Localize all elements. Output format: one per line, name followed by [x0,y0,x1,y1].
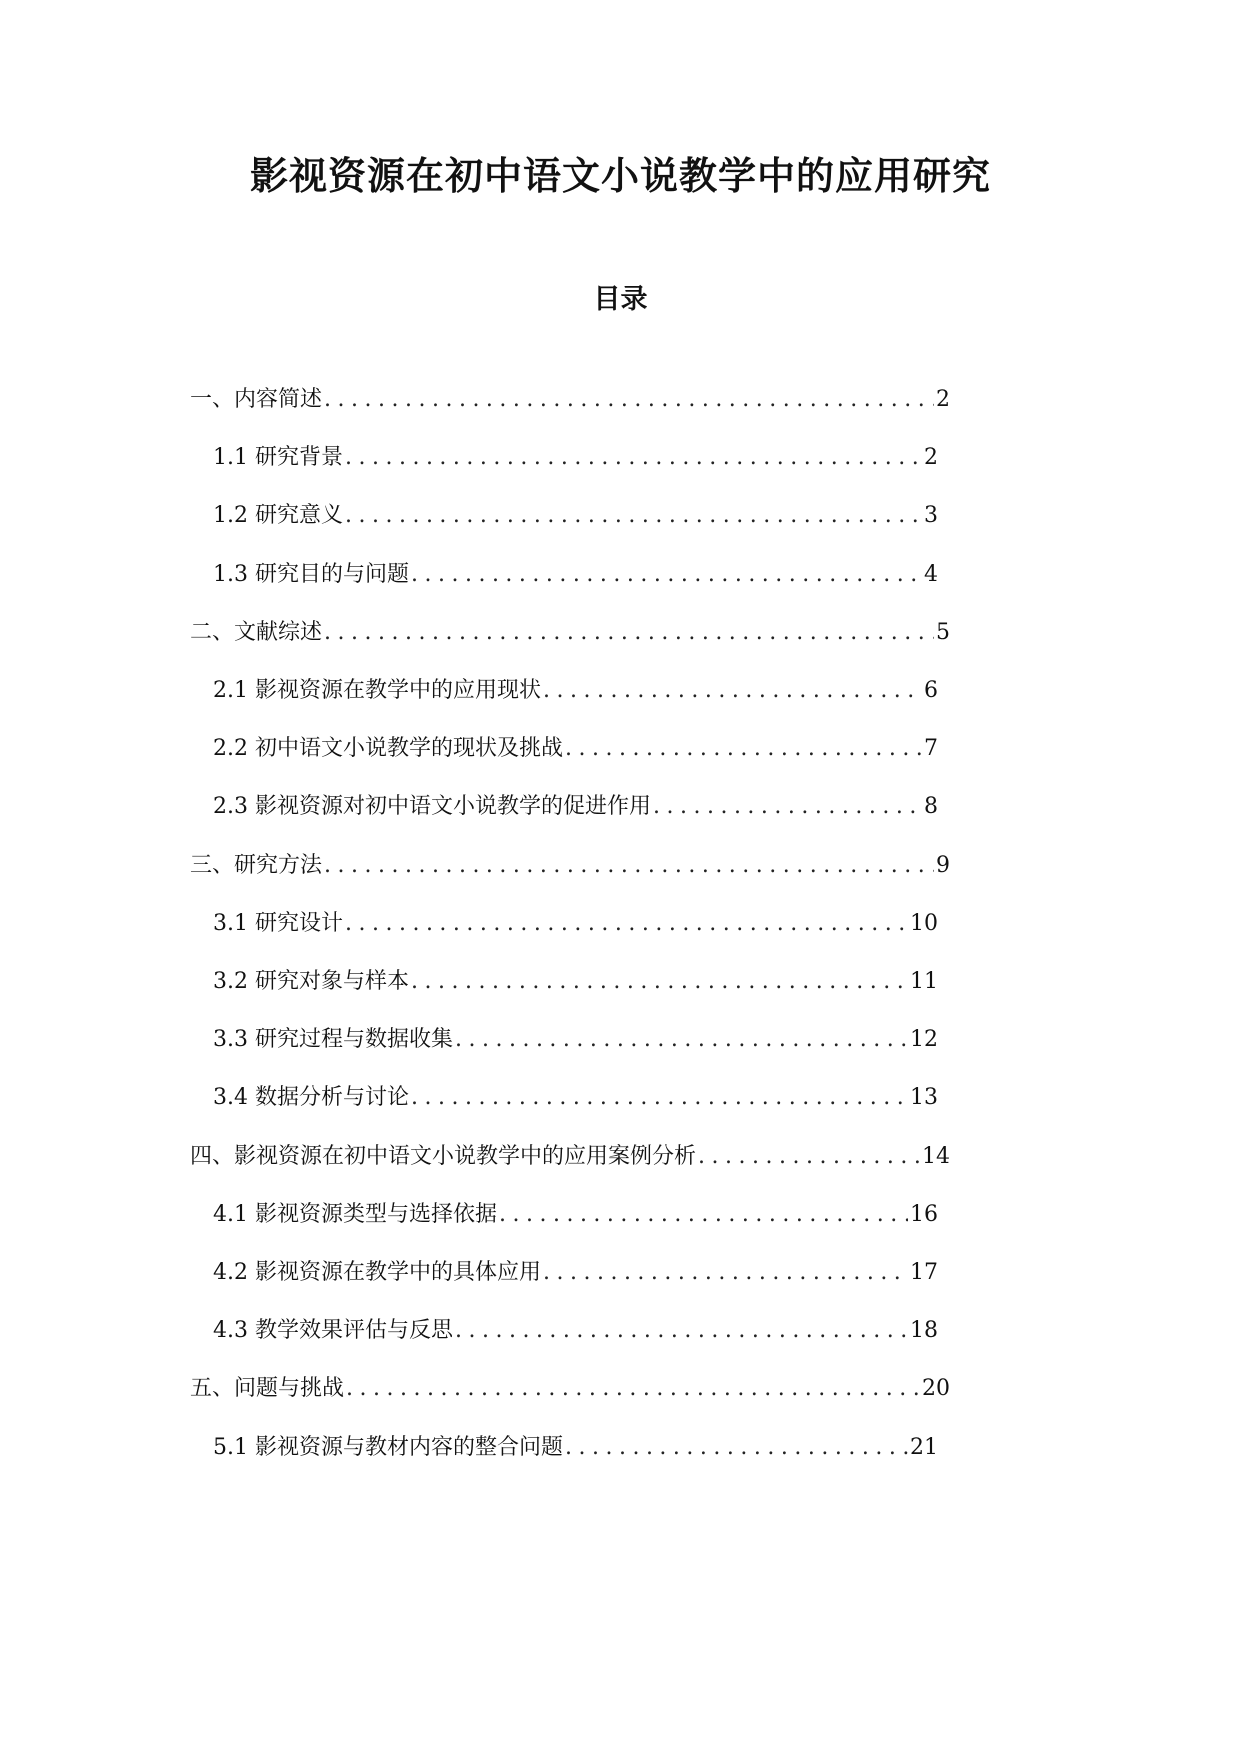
toc-entry-label: 五、问题与挑战 [190,1376,345,1401]
toc-entry-label: 2.3 影视资源对初中语文小说教学的促进作用 [213,794,651,819]
toc-entry-page-number: 13 [910,1085,938,1110]
toc-entry[interactable] [190,383,950,417]
toc-dot-leader [455,1314,908,1348]
toc-dot-leader [565,732,922,766]
toc-entry[interactable] [213,1256,938,1290]
toc-entry-page-number: 20 [922,1376,950,1401]
toc-entry-page-number: 14 [922,1144,950,1169]
toc-entry[interactable] [213,558,938,592]
toc-dot-leader [345,907,908,941]
toc-entry-page-number: 2 [924,445,938,470]
toc-entry-label: 3.2 研究对象与样本 [213,969,409,994]
toc-entry-label: 3.4 数据分析与讨论 [213,1085,409,1110]
toc-dot-leader [698,1140,920,1174]
toc-entry-page-number: 9 [936,853,950,878]
toc-dot-leader [455,1023,908,1057]
toc-entry[interactable] [213,790,938,824]
toc-entry-label: 3.3 研究过程与数据收集 [213,1027,453,1052]
toc-dot-leader [411,558,922,592]
toc-entry-page-number: 17 [910,1260,938,1285]
toc-entry-label: 一、内容简述 [190,387,323,412]
toc-dot-leader [345,499,922,533]
toc-entry-label: 二、文献综述 [190,620,323,645]
toc-dot-leader [411,965,908,999]
toc-entry-page-number: 10 [910,911,938,936]
toc-entry-label: 1.1 研究背景 [213,445,343,470]
toc-dot-leader [324,383,934,417]
toc-entry-label: 三、研究方法 [190,853,323,878]
toc-dot-leader [324,849,934,883]
toc-entry[interactable] [213,1081,938,1115]
toc-entry-label: 1.2 研究意义 [213,503,343,528]
toc-entry-label: 5.1 影视资源与教材内容的整合问题 [213,1435,563,1460]
toc-entry-label: 2.2 初中语文小说教学的现状及挑战 [213,736,563,761]
toc-entry[interactable] [213,1431,938,1465]
toc-entry-label: 4.3 教学效果评估与反思 [213,1318,453,1343]
toc-entry-label: 1.3 研究目的与问题 [213,562,409,587]
toc-entry[interactable] [190,1140,950,1174]
toc-entry[interactable] [213,907,938,941]
toc-entry-label: 2.1 影视资源在教学中的应用现状 [213,678,541,703]
toc-entry-page-number: 8 [924,794,938,819]
toc-entry[interactable] [190,616,950,650]
document-title: 影视资源在初中语文小说教学中的应用研究 [249,153,991,198]
toc-entry[interactable] [213,1023,938,1057]
toc-entry[interactable] [213,1314,938,1348]
toc-entry[interactable] [190,849,950,883]
toc-dot-leader [411,1081,908,1115]
toc-dot-leader [565,1431,908,1465]
toc-entry-page-number: 7 [924,736,938,761]
toc-entry-label: 4.1 影视资源类型与选择依据 [213,1202,497,1227]
toc-entry[interactable] [213,499,938,533]
toc-dot-leader [324,616,934,650]
toc-entry-label: 四、影视资源在初中语文小说教学中的应用案例分析 [190,1144,697,1169]
toc-entry[interactable] [213,674,938,708]
toc-dot-leader [345,441,922,475]
toc-entry-page-number: 18 [910,1318,938,1343]
toc-entry-page-number: 6 [924,678,938,703]
toc-entry[interactable] [213,965,938,999]
toc-entry-page-number: 16 [910,1202,938,1227]
toc-entry[interactable] [190,1372,950,1406]
toc-entry-label: 4.2 影视资源在教学中的具体应用 [213,1260,541,1285]
toc-entry[interactable] [213,441,938,475]
toc-dot-leader [499,1198,908,1232]
toc-heading: 目录 [593,284,648,315]
toc-entry-page-number: 2 [936,387,950,412]
toc-dot-leader [543,674,922,708]
toc-dot-leader [653,790,922,824]
toc-dot-leader [346,1372,920,1406]
toc-entry-page-number: 4 [924,562,938,587]
toc-entry[interactable] [213,732,938,766]
toc-entry-page-number: 21 [910,1435,938,1460]
toc-dot-leader [543,1256,908,1290]
toc-entry-page-number: 5 [936,620,950,645]
toc-entry-page-number: 3 [924,503,938,528]
toc-entry-label: 3.1 研究设计 [213,911,343,936]
toc-entry-page-number: 11 [910,969,938,994]
toc-entry[interactable] [213,1198,938,1232]
toc-entry-page-number: 12 [910,1027,938,1052]
